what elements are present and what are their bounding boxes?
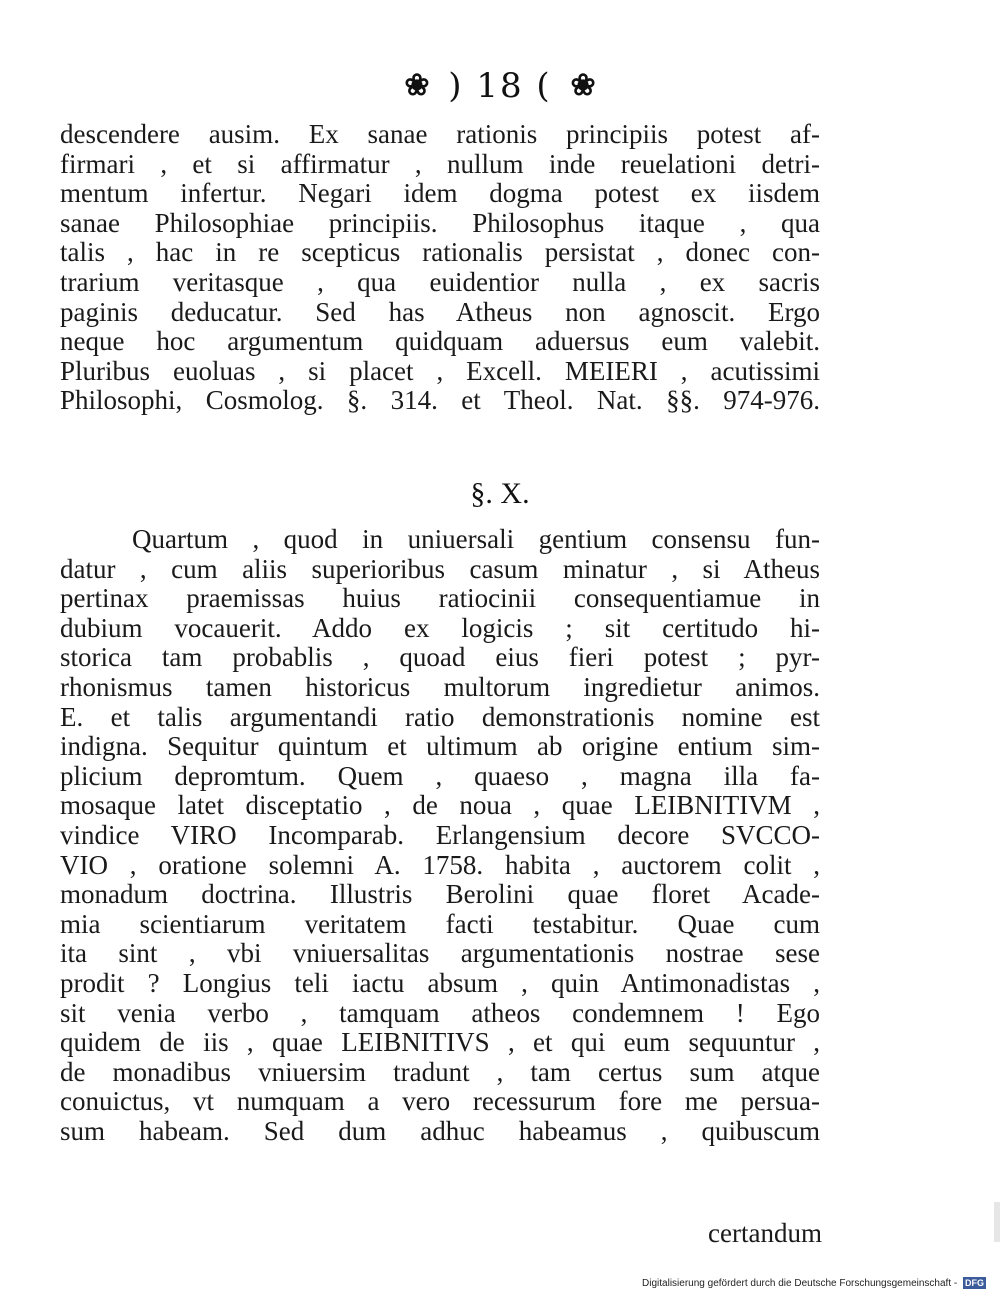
page-number: ) 18 ( [448, 66, 552, 106]
text-line: rhonismus tamen historicus multorum ingredietur animos. [60, 672, 820, 702]
text-line: Pluribus euoluas , si placet , Excell. MEIERI , acutissimi [60, 356, 820, 386]
paragraph-2 [60, 525, 820, 1146]
text-line: Quartum , quod in uniuersali gentium consensu fun- [132, 525, 820, 554]
text-line: indigna. Sequitur quintum et ultimum ab origine entium sim- [60, 732, 820, 762]
text-line: datur , cum aliis superioribus casum minatur , si Atheus [60, 554, 820, 584]
paragraph-1 [60, 120, 820, 416]
text-line: talis , hac in re scepticus rationalis persistat , donec con- [60, 238, 820, 268]
text-line: quidem de iis , quae LEIBNITIVS , et qui eum sequuntur , [60, 1028, 820, 1058]
text-line: sum habeam. Sed dum adhuc habeamus , quibuscum [60, 1116, 820, 1146]
text-line: storica tam probablis , quoad eius fieri potest ; pyr- [60, 643, 820, 673]
left-ornament-icon: ❀ [404, 68, 430, 103]
text-line: paginis deducatur. Sed has Atheus non agnoscit. Ergo [60, 297, 820, 327]
text-line: sit venia verbo , tamquam atheos condemnem ! Ego [60, 998, 820, 1028]
text-line: ita sint , vbi vniuersalitas argumentationis nostrae sese [60, 939, 820, 969]
section-heading: §. X. [470, 477, 530, 510]
text-line: prodit ? Longius teli iactu absum , quin Antimonadistas , [60, 968, 820, 998]
text-line: E. et talis argumentandi ratio demonstrationis nomine est [60, 702, 820, 732]
text-line: vindice VIRO Incomparab. Erlangensium decore SVCCO- [60, 820, 820, 850]
text-line: conuictus, vt numquam a vero recessurum fore me persua- [60, 1087, 820, 1117]
digitization-credit [642, 1277, 986, 1291]
text-line: Philosophi, Cosmolog. §. 314. et Theol. Nat. §§. 974-976. [60, 386, 820, 416]
text-line: sanae Philosophiae principiis. Philosophus itaque , qua [60, 208, 820, 238]
text-line: monadum doctrina. Illustris Berolini quae floret Acade- [60, 880, 820, 910]
right-ornament-icon: ❀ [570, 68, 596, 103]
text-line: descendere ausim. Ex sanae rationis principiis potest af- [60, 120, 820, 149]
text-line: pertinax praemissas huius ratiocinii consequentiamue in [60, 584, 820, 614]
page-header [0, 62, 1000, 108]
text-line: plicium depromtum. Quem , quaeso , magna illa fa- [60, 761, 820, 791]
text-line: trarium veritasque , qua euidentior nulla , ex sacris [60, 267, 820, 297]
text-line: mentum infertur. Negari idem dogma potest ex iisdem [60, 179, 820, 209]
text-line: VIO , oratione solemni A. 1758. habita , auctorem colit , [60, 850, 820, 880]
scan-edge-mark [994, 1202, 1000, 1242]
text-line: dubium vocauerit. Addo ex logicis ; sit certitudo hi- [60, 613, 820, 643]
text-line: mosaque latet disceptatio , de noua , quae LEIBNITIVM , [60, 791, 820, 821]
catchword: certandum [708, 1218, 822, 1248]
text-line: mia scientiarum veritatem facti testabitur. Quae cum [60, 909, 820, 939]
text-line: neque hoc argumentum quidquam aduersus eum valebit. [60, 327, 820, 357]
dfg-logo-icon: DFG [965, 1278, 984, 1289]
text-line: firmari , et si affirmatur , nullum inde reuelationi detri- [60, 149, 820, 179]
credit-text: Digitalisierung gefördert durch die Deutsche Forschungsgemeinschaft - [642, 1278, 958, 1289]
text-line: de monadibus vniuersim tradunt , tam certus sum atque [60, 1057, 820, 1087]
